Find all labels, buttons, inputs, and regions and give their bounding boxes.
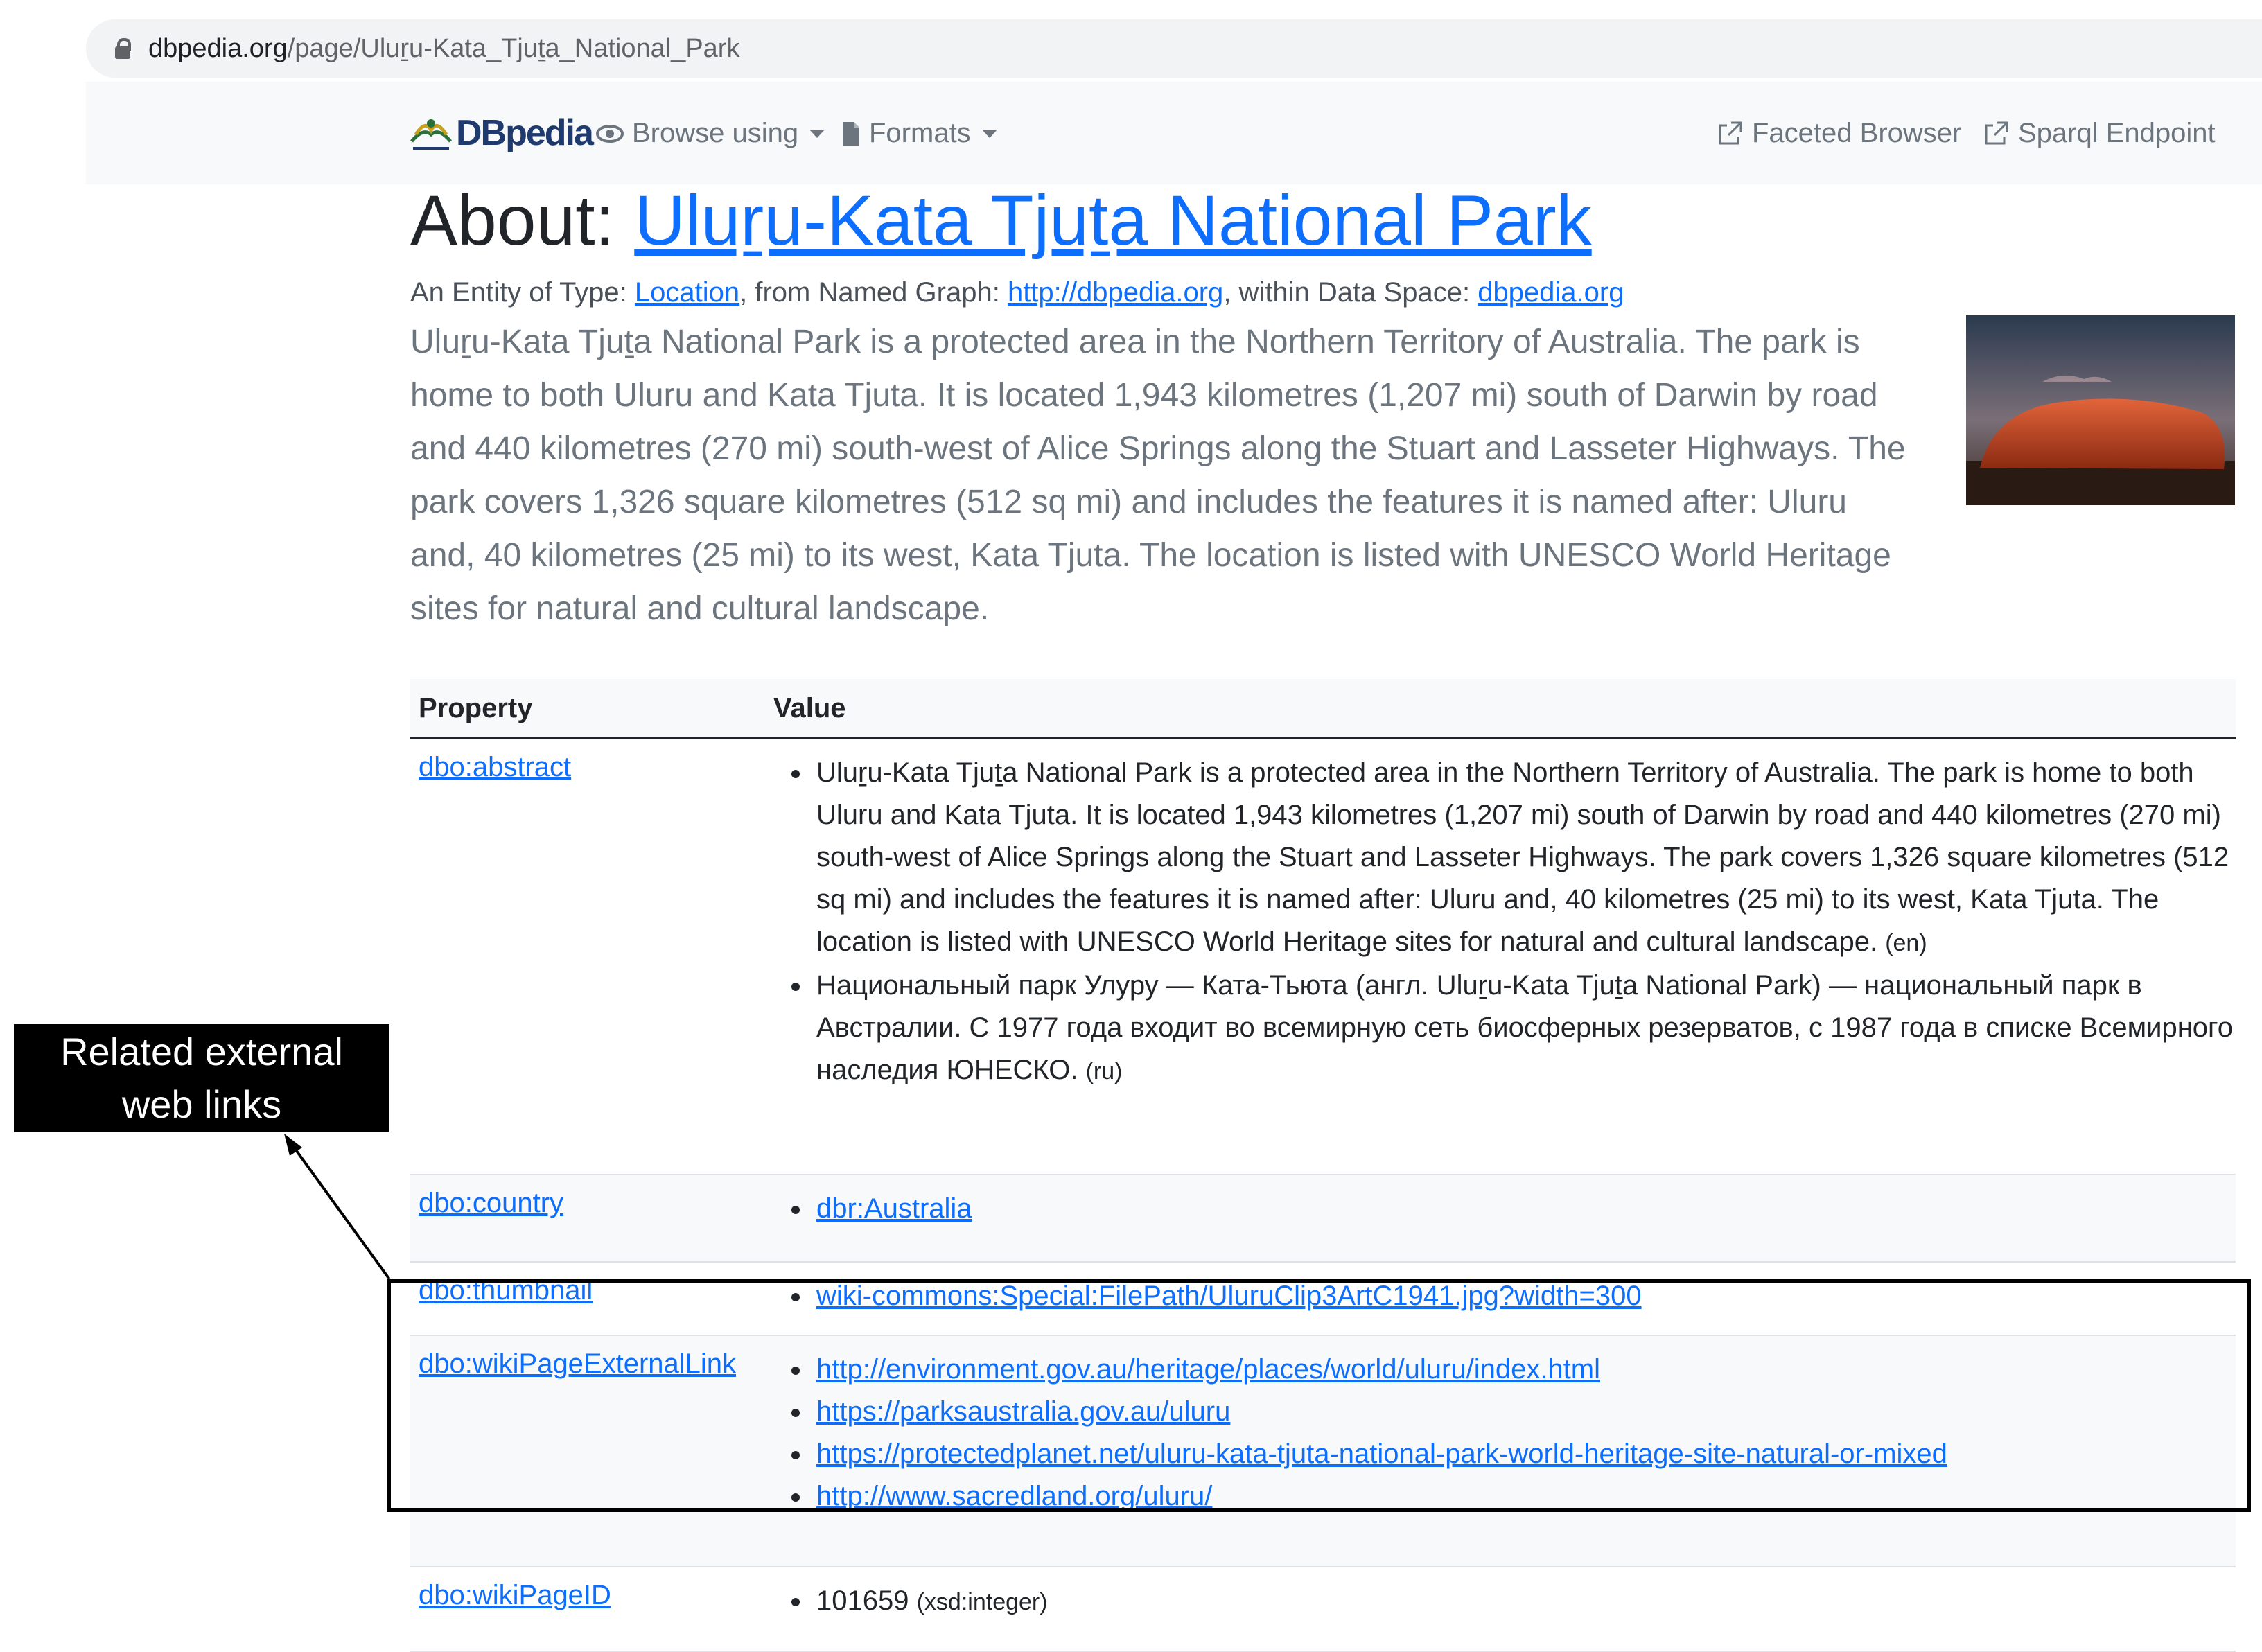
- external-link-icon: [1716, 120, 1744, 148]
- browse-using-dropdown[interactable]: [596, 118, 825, 149]
- list-item: [812, 1348, 2236, 1391]
- header-value: Value: [773, 692, 846, 723]
- brand-name: DBpedia: [456, 113, 593, 153]
- property-link[interactable]: dbo:country: [419, 1188, 564, 1218]
- url-path: /page/Uluṟu-Kata_Tjuṯa_National_Park: [287, 33, 740, 63]
- list-item: [812, 1188, 2236, 1230]
- lang-tag: (ru): [1085, 1058, 1123, 1084]
- table-row: [410, 1336, 2236, 1567]
- table-row: [410, 1175, 2236, 1263]
- data-space-link[interactable]: dbpedia.org: [1478, 277, 1624, 308]
- table-row: [410, 1567, 2236, 1652]
- faceted-browser-label: Faceted Browser: [1752, 118, 1962, 148]
- title-link[interactable]: Uluṟu-Kata Tjuṯa National Park: [634, 181, 1592, 260]
- page-title: [410, 179, 2240, 262]
- chevron-down-icon: [809, 130, 825, 138]
- external-link[interactable]: http://environment.gov.au/heritage/places/world/uluru/index.html: [816, 1354, 1600, 1385]
- named-graph-prefix: , from Named Graph:: [739, 277, 1000, 308]
- browse-using-label: Browse using: [632, 118, 799, 148]
- property-link[interactable]: dbo:wikiPageID: [419, 1580, 611, 1610]
- brand-logo[interactable]: [409, 112, 593, 154]
- annotation-line-2: web links: [121, 1082, 282, 1126]
- external-link[interactable]: http://www.sacredland.org/uluru/: [816, 1481, 1213, 1511]
- data-space-prefix: , within Data Space:: [1223, 277, 1471, 308]
- entity-prefix: An Entity of Type:: [410, 277, 627, 308]
- faceted-browser-link[interactable]: [1716, 118, 1961, 149]
- dbpedia-logo: [409, 114, 453, 152]
- value-list: [773, 1263, 2236, 1333]
- value-list: [773, 1567, 2236, 1639]
- entity-type-link[interactable]: Location: [634, 277, 740, 308]
- value-link[interactable]: wiki-commons:Special:FilePath/UluruClip3ArtC1941.jpg?width=300: [816, 1281, 1642, 1311]
- property-link[interactable]: dbo:wikiPageExternalLink: [419, 1348, 737, 1379]
- url-text[interactable]: [148, 34, 739, 64]
- url-host: dbpedia.org: [148, 33, 288, 63]
- list-item: [812, 1475, 2236, 1518]
- property-link[interactable]: dbo:thumbnail: [419, 1275, 593, 1306]
- entity-line: [410, 277, 2240, 308]
- eye-icon: [596, 124, 624, 143]
- thumbnail-image[interactable]: [1966, 315, 2235, 505]
- table-header: [410, 679, 2236, 739]
- value-link[interactable]: dbr:Australia: [816, 1193, 972, 1224]
- list-item: • Uluṟu-Kata Tjuṯa National Park is a protected area in the Northern Territory of Australia. The park is home to both Uluru and Kata Tjuta. It is located 1,943 kilometres (1,207 mi) south of Darwin by road and 440 kilometres (270 mi) south-west of Alice Springs along the Stuart and Lasseter Highways. The park covers 1,326 square kilometres (512 sq mi) and includes the features it is named after: Uluru and, 40 kilometres (25 mi) to its west, Kata Tjuta. The location is listed with UNESCO World Heritage sites for natural and cultural landscape. (en): [812, 752, 2236, 965]
- list-item: • 101659 (xsd:integer): [812, 1580, 2236, 1624]
- annotation-label: [14, 1024, 389, 1132]
- external-link[interactable]: https://parksaustralia.gov.au/uluru: [816, 1396, 1231, 1427]
- table-row: [410, 739, 2236, 1175]
- value-list: [773, 1336, 2236, 1533]
- formats-dropdown[interactable]: [841, 118, 997, 149]
- external-link[interactable]: https://protectedplanet.net/uluru-kata-tjuta-national-park-world-heritage-site-natural-or-mixed: [816, 1439, 1947, 1469]
- list-item: • Национальный парк Улуру — Ката-Тьюта (англ. Uluṟu-Kata Tjuṯa National Park) — национальный парк в Австралии. С 1977 года входит во всемирную сеть биосферных резерватов, с 1987 года в списке Всемирного наследия ЮНЕСКО. (ru): [812, 965, 2236, 1093]
- datatype-tag: (xsd:integer): [916, 1589, 1048, 1615]
- table-row: [410, 1263, 2236, 1336]
- value-list: [773, 1175, 2236, 1245]
- lang-tag: (en): [1885, 930, 1927, 956]
- property-link[interactable]: dbo:abstract: [419, 752, 572, 782]
- abstract-section: [410, 315, 2240, 635]
- annotation-line-1: Related external: [60, 1030, 343, 1073]
- lock-icon[interactable]: [115, 38, 130, 59]
- navbar: [86, 82, 2262, 184]
- sparql-endpoint-label: Sparql Endpoint: [2018, 118, 2216, 148]
- sparql-endpoint-link[interactable]: [1982, 118, 2216, 149]
- list-item: [812, 1391, 2236, 1433]
- property-table: [410, 679, 2236, 1652]
- formats-label: Formats: [869, 118, 971, 148]
- main-content: [410, 179, 2240, 635]
- about-prefix: About:: [410, 181, 615, 260]
- external-link-icon: [1982, 120, 2010, 148]
- named-graph-link[interactable]: http://dbpedia.org: [1007, 277, 1224, 308]
- abstract-text: Uluṟu-Kata Tjuṯa National Park is a protected area in the Northern Territory of Australia. The park is home to both Uluru and Kata Tjuta. It is located 1,943 kilometres (1,207 mi) south of Darwin by road and 440 kilometres (270 mi) south-west of Alice Springs along the Stuart and Lasseter Highways. The park covers 1,326 square kilometres (512 sq mi) and includes the features it is named after: Uluru and, 40 kilometres (25 mi) to its west, Kata Tjuta. The location is listed with UNESCO World Heritage sites for natural and cultural landscape.: [410, 324, 1906, 627]
- value-list: [773, 739, 2236, 1108]
- address-bar[interactable]: [86, 19, 2262, 78]
- chevron-down-icon: [982, 130, 997, 138]
- list-item: [812, 1433, 2236, 1475]
- list-item: [812, 1275, 2236, 1317]
- header-property: Property: [419, 692, 533, 723]
- file-icon: [841, 121, 861, 147]
